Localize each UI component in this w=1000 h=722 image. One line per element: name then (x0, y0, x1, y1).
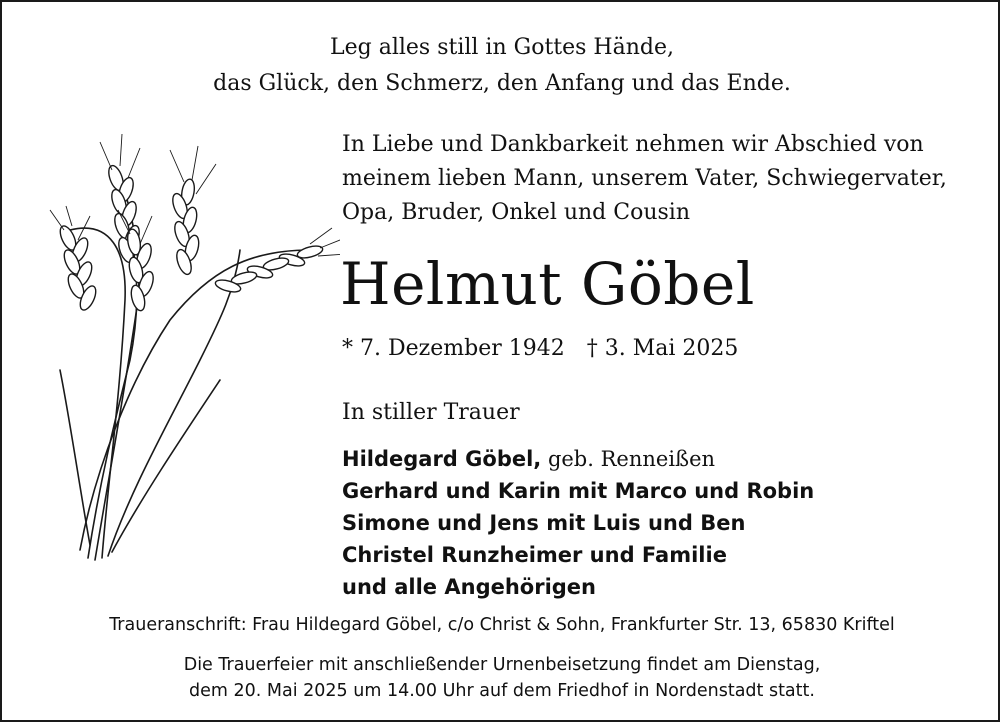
ceremony-info (2, 652, 1000, 704)
mourner-line-2: Gerhard und Karin mit Marco und Robin (342, 479, 815, 503)
intro-text (342, 128, 992, 230)
mourners-list (342, 443, 814, 603)
mourner-line-4: Christel Runzheimer und Familie (342, 543, 727, 567)
intro-line-1: In Liebe und Dankbarkeit nehmen wir Abschied von (342, 132, 924, 157)
mourning-address: Traueranschrift: Frau Hildegard Göbel, c/o Christ & Sohn, Frankfurter Str. 13, 65830 Kriftel (109, 615, 895, 635)
birth-date: * 7. Dezember 1942 (342, 336, 565, 361)
intro-line-3: Opa, Bruder, Onkel und Cousin (342, 200, 691, 225)
poem (2, 30, 1000, 102)
wheat-icon (20, 120, 340, 570)
mourners-intro: In stiller Trauer (342, 400, 520, 425)
ceremony-line-1: Die Trauerfeier mit anschließender Urnenbeisetzung findet am Dienstag, (183, 655, 821, 675)
spouse-name: Hildegard Göbel, (342, 447, 542, 471)
mourner-line-5: und alle Angehörigen (342, 575, 596, 599)
poem-line-1: Leg alles still in Gottes Hände, (330, 35, 674, 60)
ceremony-line-2: dem 20. Mai 2025 um 14.00 Uhr auf dem Friedhof in Nordenstadt statt. (189, 681, 815, 701)
spouse-maiden-name: geb. Renneißen (541, 447, 716, 471)
poem-line-2: das Glück, den Schmerz, den Anfang und das Ende. (213, 71, 791, 96)
death-date: † 3. Mai 2025 (586, 336, 739, 361)
mourner-spouse (342, 443, 814, 475)
life-dates (342, 334, 738, 364)
deceased-name: Helmut Göbel (340, 250, 755, 318)
mourner-line-3: Simone und Jens mit Luis und Ben (342, 511, 746, 535)
intro-line-2: meinem lieben Mann, unserem Vater, Schwiegervater, (342, 166, 947, 191)
